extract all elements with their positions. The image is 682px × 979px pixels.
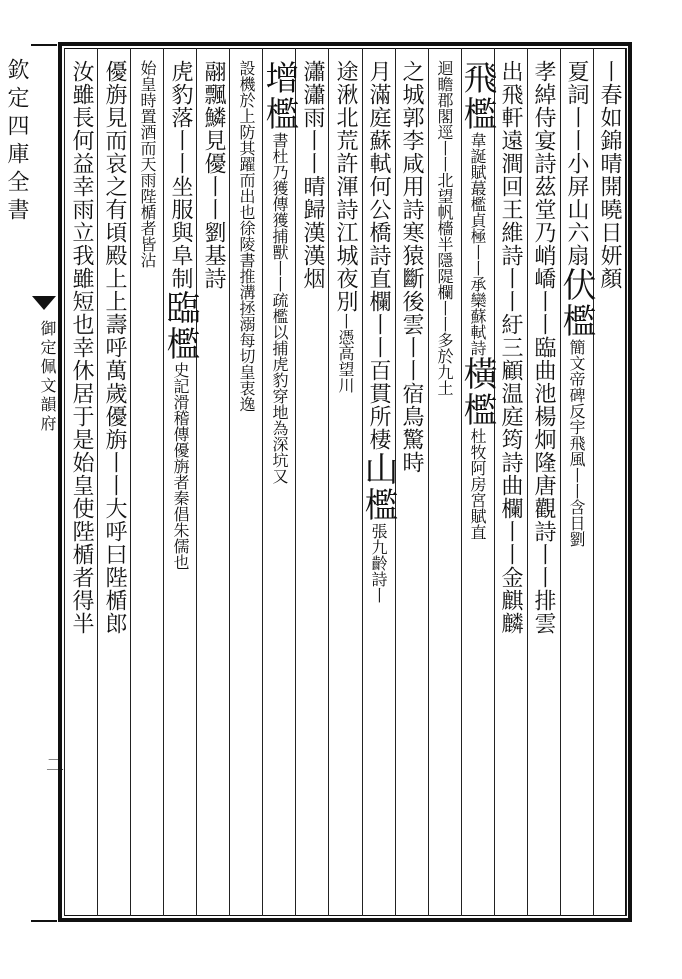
text-run: 汝雖長何益幸雨立我雖短也幸休居于是始皇使陛楯者得半: [69, 60, 94, 635]
margin-rule-top: [31, 44, 57, 46]
text-column: [160, 60, 200, 910]
text-column: [427, 60, 461, 910]
text-run: 史記滑稽傳優旃者秦倡朱儒也: [171, 362, 190, 570]
text-column: [526, 60, 560, 910]
text-column: [493, 60, 527, 910]
text-run: 夏詞丨丨小屏山六扇: [564, 60, 589, 267]
entry-headword: 增檻: [259, 60, 299, 132]
text-column: [196, 60, 230, 910]
text-column: [358, 60, 398, 910]
text-run: 始皇時置酒而天雨陛楯者皆沾: [138, 60, 157, 268]
text-run: 欄丨丨多於九土: [435, 284, 454, 396]
text-run: 孝綽侍宴詩茲堂乃峭嶠丨丨臨曲池楊炯隆唐觀詩丨丨排雲: [531, 60, 556, 635]
text-run: 翮飄鱗見優丨丨劉基詩: [201, 60, 226, 290]
text-column: [394, 60, 428, 910]
column-rule: [626, 48, 627, 916]
text-run: 書杜乃獲傳獲捕獸丨丨疏檻以捕虎豹穿地為深坑又: [270, 132, 289, 484]
text-run: 優旃見而哀之有頃殿上上壽呼萬歲優旃丨丨大呼曰陛楯郎: [102, 60, 127, 635]
text-run: 之城郭李咸用詩寒猿斷後雲丨丨宿鳥驚時: [399, 60, 424, 474]
text-column: [259, 60, 299, 910]
text-run: 簡文帝碑反宇飛風丨丨含日劉: [567, 339, 586, 547]
text-column: [328, 60, 362, 910]
text-column: [97, 60, 131, 910]
text-column: [295, 60, 329, 910]
text-run: 設機於上防其躍而出也徐陵書推溝拯溺每切皇衷逸: [237, 60, 256, 412]
entry-headword: 橫檻: [457, 356, 497, 428]
library-title: 欽定四庫全書: [4, 58, 29, 226]
text-column: [64, 60, 98, 910]
text-column: [130, 60, 164, 910]
text-run: 月滿庭蘇軾何公橋詩直欄丨丨百貫所棲: [366, 60, 391, 451]
margin-rule-bottom: [31, 920, 57, 922]
text-run: 張九齡詩丨: [369, 523, 388, 603]
text-run: 虎豹落丨丨坐服與阜制: [168, 60, 193, 290]
text-run: 迴瞻郡閣逕丨丨北望帆檣半隱隄: [435, 60, 454, 284]
entry-headword: 飛檻: [457, 60, 497, 132]
entry-headword: 伏檻: [556, 267, 596, 339]
book-title: 御定佩文韻府: [38, 320, 57, 434]
text-run: 瀟瀟雨丨丨晴歸漢漢烟: [300, 60, 325, 290]
text-run: 丨憑高望川: [336, 313, 355, 393]
text-run: 途湫北荒許渾詩江城夜別: [333, 60, 358, 313]
entry-headword: 臨檻: [160, 290, 200, 362]
text-column: [592, 60, 626, 910]
page-number: 二: [43, 755, 64, 773]
text-run: 杜牧阿房宮賦直: [468, 428, 487, 540]
text-column: [457, 60, 497, 910]
text-column: [229, 60, 263, 910]
text-column: [556, 60, 596, 910]
text-run: 出飛軒遠澗回王維詩丨丨紆三顧温庭筠詩曲欄丨丨金麒麟: [498, 60, 523, 635]
entry-headword: 山檻: [358, 451, 398, 523]
text-run: 韋誕賦蕞檻貞極丨丨承欒蘇軾詩: [468, 132, 487, 356]
text-run: 丨春如錦晴開曉日妍顏: [597, 60, 622, 290]
fishtail-mark: [32, 296, 56, 310]
